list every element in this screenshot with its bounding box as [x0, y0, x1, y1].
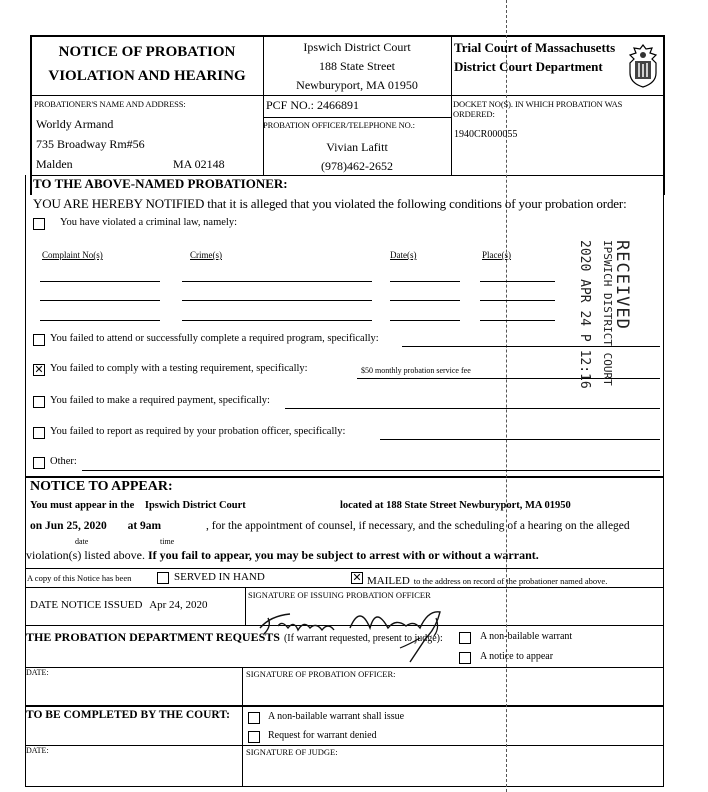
issued-row [30, 599, 208, 611]
request-note: (If warrant requested, present to judge): [283, 633, 443, 644]
court-warrant-label: A non-bailable warrant shall issue [268, 711, 405, 722]
time-caption: time [160, 537, 175, 546]
served-checkbox[interactable] [157, 572, 169, 584]
request-date-label: DATE: [26, 668, 49, 677]
officer-name: Vivian Lafitt [326, 140, 388, 154]
request-row [26, 628, 443, 646]
date-caption: date [75, 537, 89, 546]
request-warrant-checkbox[interactable] [459, 632, 471, 644]
form-title-line2: VIOLATION AND HEARING [48, 68, 246, 84]
request-warrant-label: A non-bailable warrant [480, 631, 573, 642]
request-notice-label: A notice to appear [480, 651, 554, 662]
copy-label: A copy of this Notice has been [27, 573, 132, 583]
appear-purpose: , for the appointment of counsel, if necessary, and the scheduling of a hearing on the alleged [206, 520, 630, 532]
appear-address: 188 State Street Newburyport, MA 01950 [386, 500, 571, 511]
appear-warning: If you fail to appear, you may be subject to arrest with or without a warrant. [147, 548, 539, 562]
appear-located-at: located at [340, 500, 384, 511]
issued-date: Apr 24, 2020 [149, 599, 208, 611]
officer-phone: (978)462-2652 [321, 159, 393, 173]
request-sig-label: SIGNATURE OF PROBATION OFFICER: [246, 669, 396, 679]
pcf-label: PCF NO.: [266, 98, 315, 112]
court-date-label: DATE: [26, 746, 49, 755]
stamp-court: IPSWICH DISTRICT COURT [601, 240, 614, 386]
probationer-name: Worldy Armand [36, 117, 114, 131]
court-warrant-checkbox[interactable] [248, 712, 260, 724]
stamp-date: 2020 APR 24 P 12:16 [577, 240, 592, 389]
form-title [32, 40, 262, 88]
served-label: SERVED IN HAND [174, 571, 265, 583]
court-street: 188 State Street [319, 59, 395, 73]
stamp-received: RECEIVED [612, 240, 632, 330]
other-label: Other: [50, 456, 77, 467]
court-city: Newburyport, MA 01950 [296, 78, 418, 92]
testing-value: $50 monthly probation service fee [361, 366, 471, 375]
issued-sig-label: SIGNATURE OF ISSUING PROBATION OFFICER [248, 590, 431, 600]
probationer-city: Malden [36, 157, 73, 171]
mailed-checkbox[interactable]: ✕ [352, 571, 362, 584]
issued-label: DATE NOTICE ISSUED [30, 599, 143, 611]
judge-sig-label: SIGNATURE OF JUDGE: [246, 747, 338, 757]
appear-must: You must appear in the [30, 500, 135, 511]
appear-on: on [30, 520, 43, 532]
criminal-law-label: You have violated a criminal law, namely: [60, 217, 237, 228]
col-complaint: Complaint No(s) [42, 250, 103, 260]
notice-intro: YOU ARE HEREBY NOTIFIED that it is alleged that you violated the following conditions of your probation order: [33, 196, 627, 211]
officer-label: PROBATION OFFICER/TELEPHONE NO.: [263, 120, 415, 130]
col-crime: Crime(s) [190, 250, 222, 260]
massachusetts-seal-icon [626, 43, 660, 89]
court-address [264, 38, 450, 95]
pcf-value: 2466891 [317, 98, 360, 112]
appear-line1 [30, 500, 246, 511]
pcf-number [266, 98, 359, 113]
appear-date: Jun 25, 2020 [45, 520, 107, 532]
program-label: You failed to attend or successfully complete a required program, specifically: [50, 333, 379, 344]
other-checkbox[interactable] [33, 457, 45, 469]
probationer-heading: TO THE ABOVE-NAMED PROBATIONER: [33, 176, 288, 191]
court-heading: TO BE COMPLETED BY THE COURT: [26, 709, 230, 721]
mailed-text [367, 571, 607, 589]
appear-location [340, 500, 571, 511]
trial-court-line2: District Court Department [454, 59, 603, 74]
received-stamp [573, 240, 630, 389]
payment-checkbox[interactable] [33, 396, 45, 408]
court-name: Ipswich District Court [303, 40, 411, 54]
probationer-label: PROBATIONER'S NAME AND ADDRESS: [34, 99, 186, 109]
mailed-label: MAILED [367, 575, 410, 587]
mailed-rest: to the address on record of the probationer named above. [413, 576, 608, 586]
appear-violation: violation(s) listed above. [26, 548, 145, 562]
appear-at: at [127, 520, 138, 532]
form-title-line1: NOTICE OF PROBATION [58, 44, 236, 60]
trial-court-line1: Trial Court of Massachusetts [454, 40, 616, 55]
appear-heading: NOTICE TO APPEAR: [30, 479, 173, 494]
court-denied-checkbox[interactable] [248, 731, 260, 743]
trial-court-heading [454, 38, 615, 76]
probationer-state-zip: MA 02148 [173, 157, 225, 171]
program-checkbox[interactable] [33, 334, 45, 346]
criminal-law-checkbox[interactable] [33, 218, 45, 230]
report-label: You failed to report as required by your probation officer, specifically: [50, 426, 346, 437]
docket-value: 1940CR000055 [454, 129, 518, 140]
appear-court: Ipswich District Court [144, 500, 246, 511]
testing-checkbox[interactable]: ✕ [34, 363, 44, 376]
appear-time: 9am [140, 520, 162, 532]
col-date: Date(s) [390, 250, 417, 260]
request-heading: THE PROBATION DEPARTMENT REQUESTS [26, 630, 280, 644]
request-notice-checkbox[interactable] [459, 652, 471, 664]
docket-label: DOCKET NO(S). IN WHICH PROBATION WAS ORDERED: [453, 99, 623, 119]
court-denied-label: Request for warrant denied [268, 730, 377, 741]
probationer-street: 735 Broadway Rm#56 [36, 137, 145, 151]
appear-line3 [26, 548, 539, 563]
report-checkbox[interactable] [33, 427, 45, 439]
appear-date-time [30, 520, 161, 532]
testing-label: You failed to comply with a testing requirement, specifically: [50, 363, 308, 374]
payment-label: You failed to make a required payment, specifically: [50, 395, 270, 406]
col-place: Place(s) [482, 250, 511, 260]
